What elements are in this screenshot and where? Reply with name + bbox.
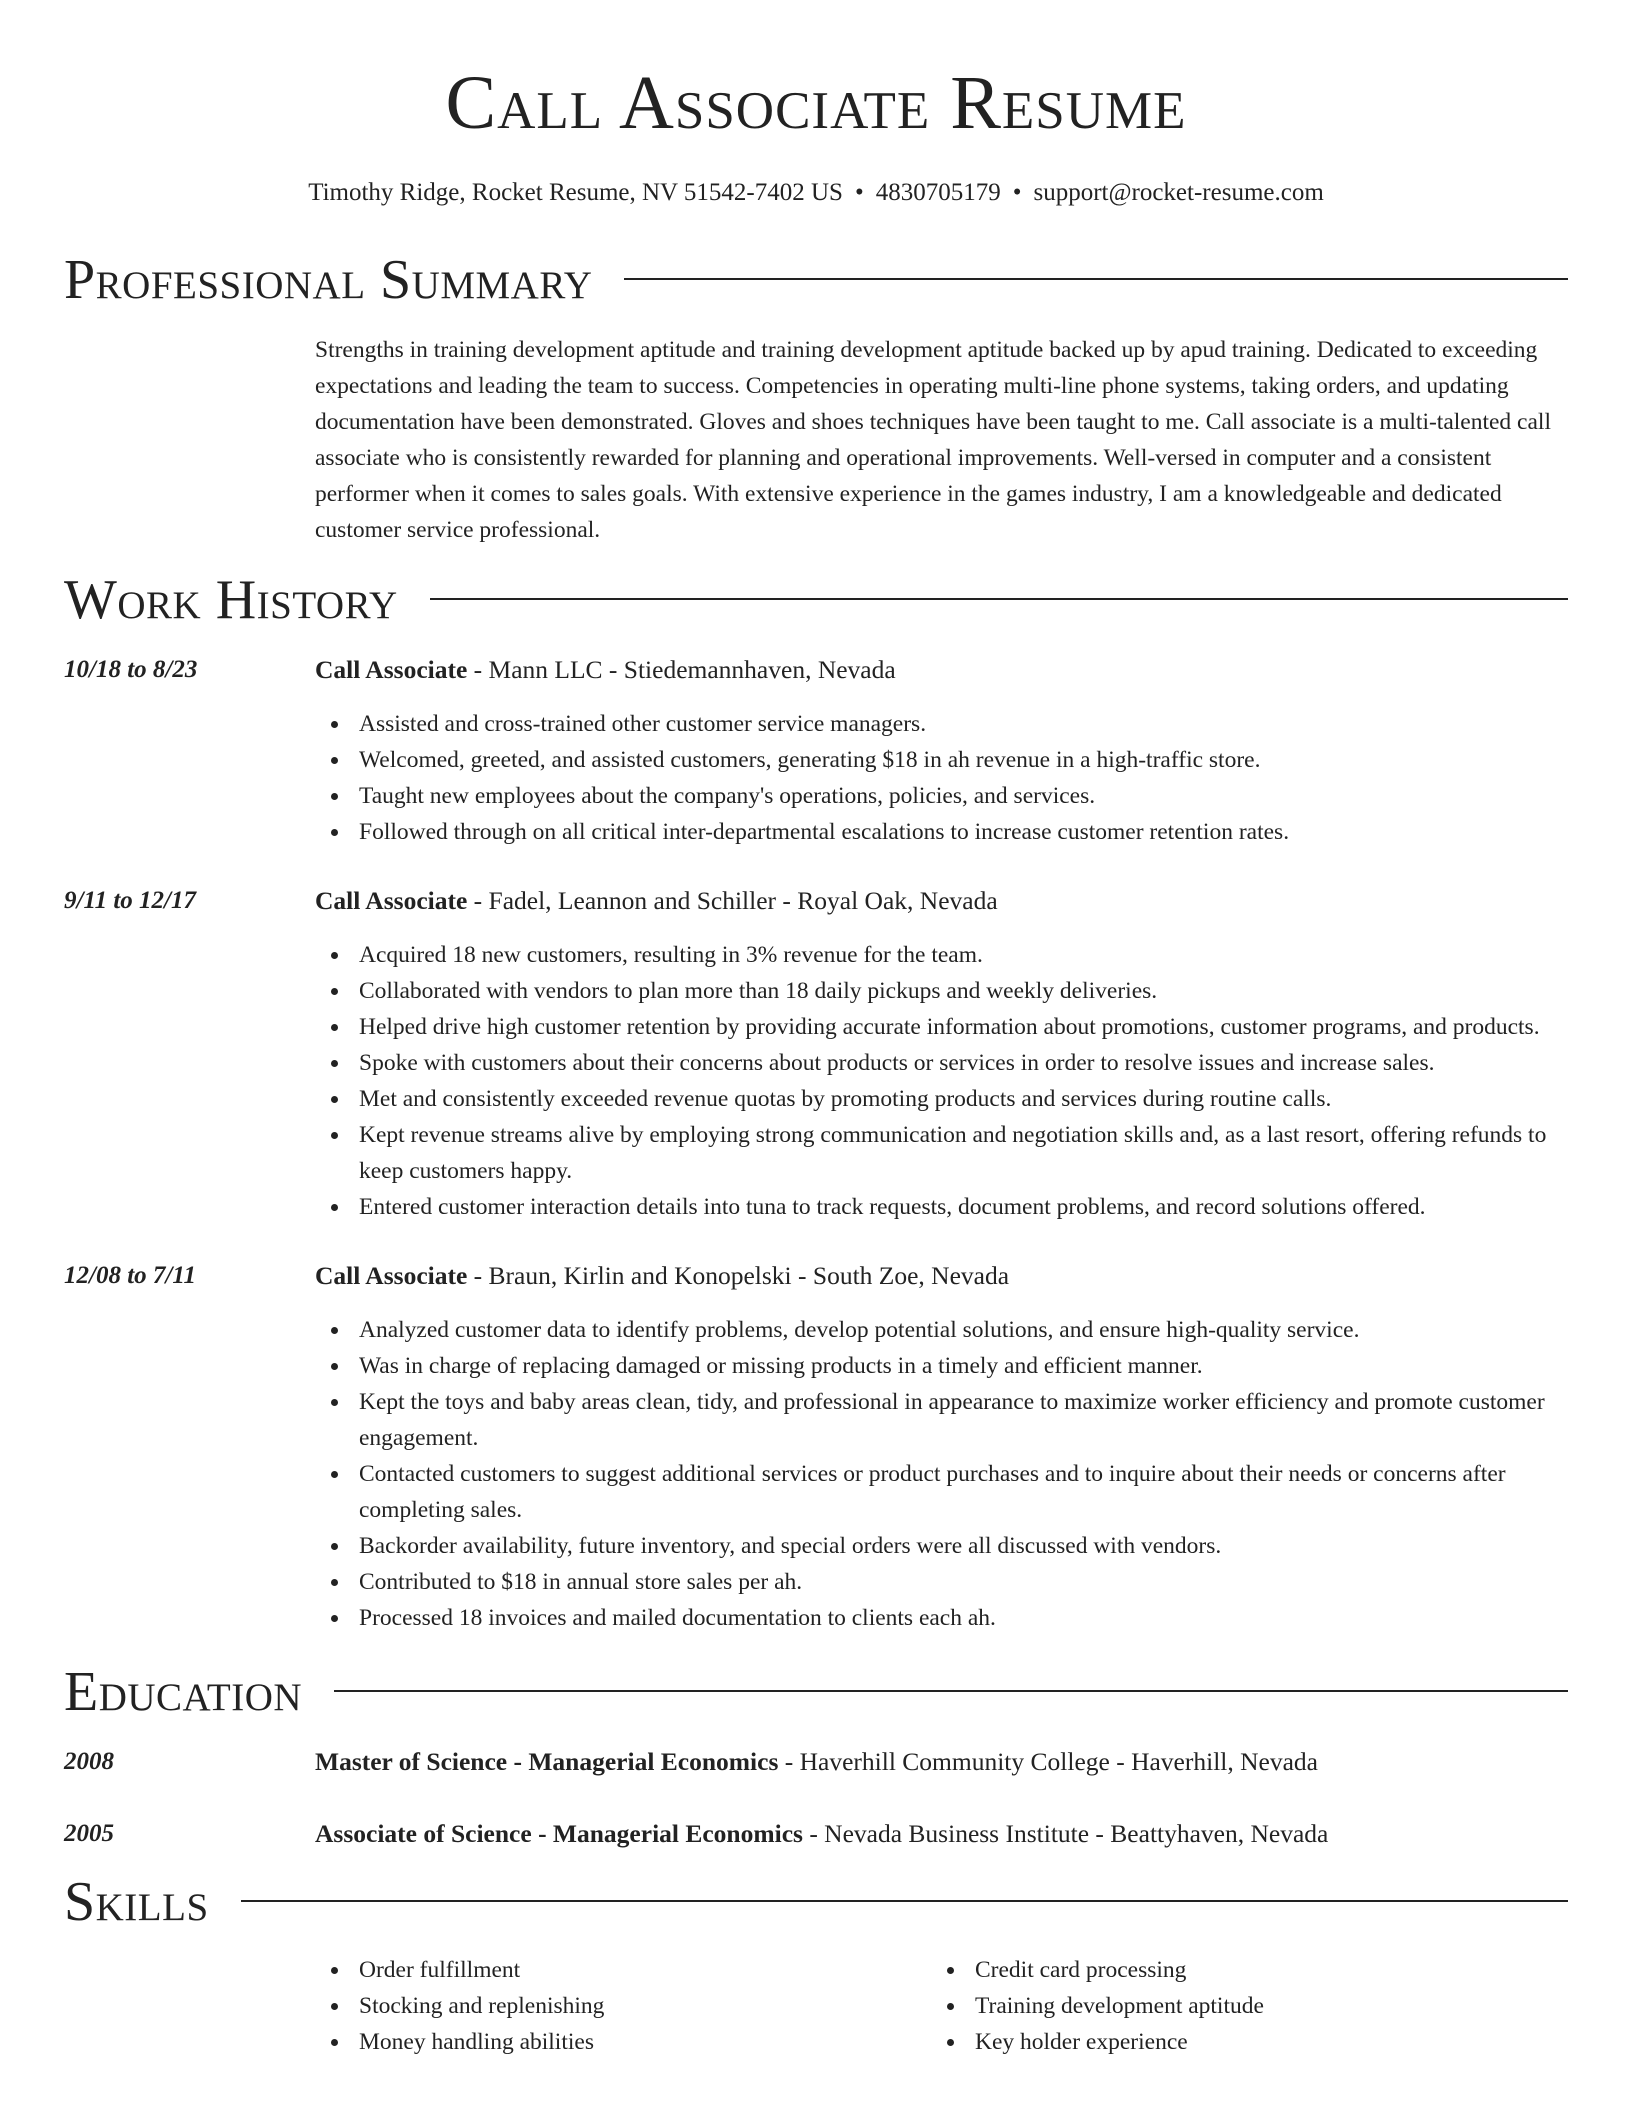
contact-email: support@rocket-resume.com	[1033, 179, 1324, 206]
job-role: Call Associate	[315, 655, 468, 684]
list-item: Followed through on all critical inter-departmental escalations to increase customer retention rates.	[315, 814, 1568, 850]
list-item: Acquired 18 new customers, resulting in 3% revenue for the team.	[315, 937, 1568, 973]
section-title-skills: Skills	[64, 1871, 209, 1933]
list-item: Analyzed customer data to identify problems, develop potential solutions, and ensure high-quality service.	[315, 1312, 1568, 1348]
job-role: Call Associate	[315, 1261, 468, 1290]
skills-list	[315, 1952, 931, 2060]
skill-item: Key holder experience	[931, 2024, 1547, 2060]
skill-item: Training development aptitude	[931, 1988, 1547, 2024]
section-title-work: Work History	[64, 569, 398, 631]
section-title-summary: Professional Summary	[64, 249, 593, 311]
skill-item: Stocking and replenishing	[315, 1988, 931, 2024]
skills-column-right	[931, 1952, 1547, 2060]
education-entry	[64, 1816, 1568, 1852]
resume-page	[64, 0, 1568, 2060]
skills-column-left	[315, 1952, 931, 2060]
section-divider	[334, 1690, 1568, 1692]
list-item: Spoke with customers about their concerns about products or services in order to resolve issues and increase sales.	[315, 1045, 1568, 1081]
list-item: Met and consistently exceeded revenue quotas by promoting products and services during routine calls.	[315, 1081, 1568, 1117]
job-details: - Mann LLC - Stiedemannhaven, Nevada	[467, 655, 896, 684]
list-item: Welcomed, greeted, and assisted customers, generating $18 in ah revenue in a high-traffic store.	[315, 742, 1568, 778]
section-divider	[430, 598, 1568, 600]
section-header-summary	[64, 248, 1568, 312]
job-dates: 9/11 to 12/17	[64, 887, 196, 914]
contact-separator: •	[854, 179, 864, 206]
job-bullets	[315, 937, 1568, 1225]
job-entry	[64, 883, 1568, 1225]
list-item: Entered customer interaction details into tuna to track requests, document problems, and record solutions offered.	[315, 1189, 1568, 1225]
job-title-line	[315, 652, 1568, 688]
job-dates: 10/18 to 8/23	[64, 656, 198, 683]
contact-address: Timothy Ridge, Rocket Resume, NV 51542-7402 US	[308, 179, 843, 206]
job-title-line	[315, 1258, 1568, 1294]
education-year: 2005	[64, 1820, 114, 1847]
list-item: Backorder availability, future inventory, and special orders were all discussed with vendors.	[315, 1528, 1568, 1564]
job-bullets	[315, 706, 1568, 850]
education-title-line	[315, 1816, 1568, 1852]
job-details: - Braun, Kirlin and Konopelski - South Zoe, Nevada	[467, 1261, 1010, 1290]
list-item: Taught new employees about the company's operations, policies, and services.	[315, 778, 1568, 814]
contact-separator: •	[1012, 179, 1022, 206]
list-item: Processed 18 invoices and mailed documentation to clients each ah.	[315, 1600, 1568, 1636]
education-entry	[64, 1744, 1568, 1780]
list-item: Collaborated with vendors to plan more than 18 daily pickups and weekly deliveries.	[315, 973, 1568, 1009]
list-item: Kept the toys and baby areas clean, tidy, and professional in appearance to maximize worker efficiency and promote customer engagement.	[315, 1384, 1568, 1456]
skill-item: Credit card processing	[931, 1952, 1547, 1988]
skills-grid	[315, 1952, 1568, 2060]
section-title-education: Education	[64, 1661, 303, 1723]
list-item: Kept revenue streams alive by employing strong communication and negotiation skills and, as a last resort, offering refunds to keep customers happy.	[315, 1117, 1568, 1189]
list-item: Contributed to $18 in annual store sales per ah.	[315, 1564, 1568, 1600]
section-divider	[624, 278, 1568, 280]
education-year: 2008	[64, 1748, 114, 1775]
list-item: Assisted and cross-trained other customer service managers.	[315, 706, 1568, 742]
list-item: Contacted customers to suggest additional services or product purchases and to inquire about their needs or concerns after completing sales.	[315, 1456, 1568, 1528]
job-entry	[64, 652, 1568, 850]
section-header-work	[64, 568, 1568, 632]
list-item: Was in charge of replacing damaged or missing products in a timely and efficient manner.	[315, 1348, 1568, 1384]
job-entry	[64, 1258, 1568, 1636]
education-details: - Nevada Business Institute - Beattyhaven, Nevada	[802, 1819, 1329, 1848]
contact-line	[64, 178, 1568, 208]
contact-phone: 4830705179	[875, 179, 1001, 206]
job-dates: 12/08 to 7/11	[64, 1262, 196, 1289]
section-header-skills	[64, 1870, 1568, 1934]
skill-item: Order fulfillment	[315, 1952, 931, 1988]
education-degree: Associate of Science - Managerial Economics	[315, 1819, 803, 1848]
job-title-line	[315, 883, 1568, 919]
resume-title: Call Associate Resume	[445, 61, 1187, 145]
skill-item: Money handling abilities	[315, 2024, 931, 2060]
education-degree: Master of Science - Managerial Economics	[315, 1747, 779, 1776]
list-item: Helped drive high customer retention by providing accurate information about promotions, customer programs, and products.	[315, 1009, 1568, 1045]
education-title-line	[315, 1744, 1568, 1780]
job-details: - Fadel, Leannon and Schiller - Royal Oak, Nevada	[467, 886, 998, 915]
job-role: Call Associate	[315, 886, 468, 915]
section-header-education	[64, 1660, 1568, 1724]
section-divider	[241, 1900, 1568, 1902]
job-bullets	[315, 1312, 1568, 1636]
summary-text: Strengths in training development aptitude and training development aptitude backed up by apud training. Dedicated to exceeding expectations and leading the team to success. Competencies in operating multi-line phone systems, taking orders, and updating documentation have been demonstrated. Gloves and shoes techniques have been taught to me. Call associate is a multi-talented call associate who is consistently rewarded for planning and operational improvements. Well-versed in computer and a consistent performer when it comes to sales goals. With extensive experience in the games industry, I am a knowledgeable and dedicated customer service professional.	[315, 337, 1551, 543]
skills-list	[931, 1952, 1547, 2060]
education-details: - Haverhill Community College - Haverhill, Nevada	[778, 1747, 1318, 1776]
